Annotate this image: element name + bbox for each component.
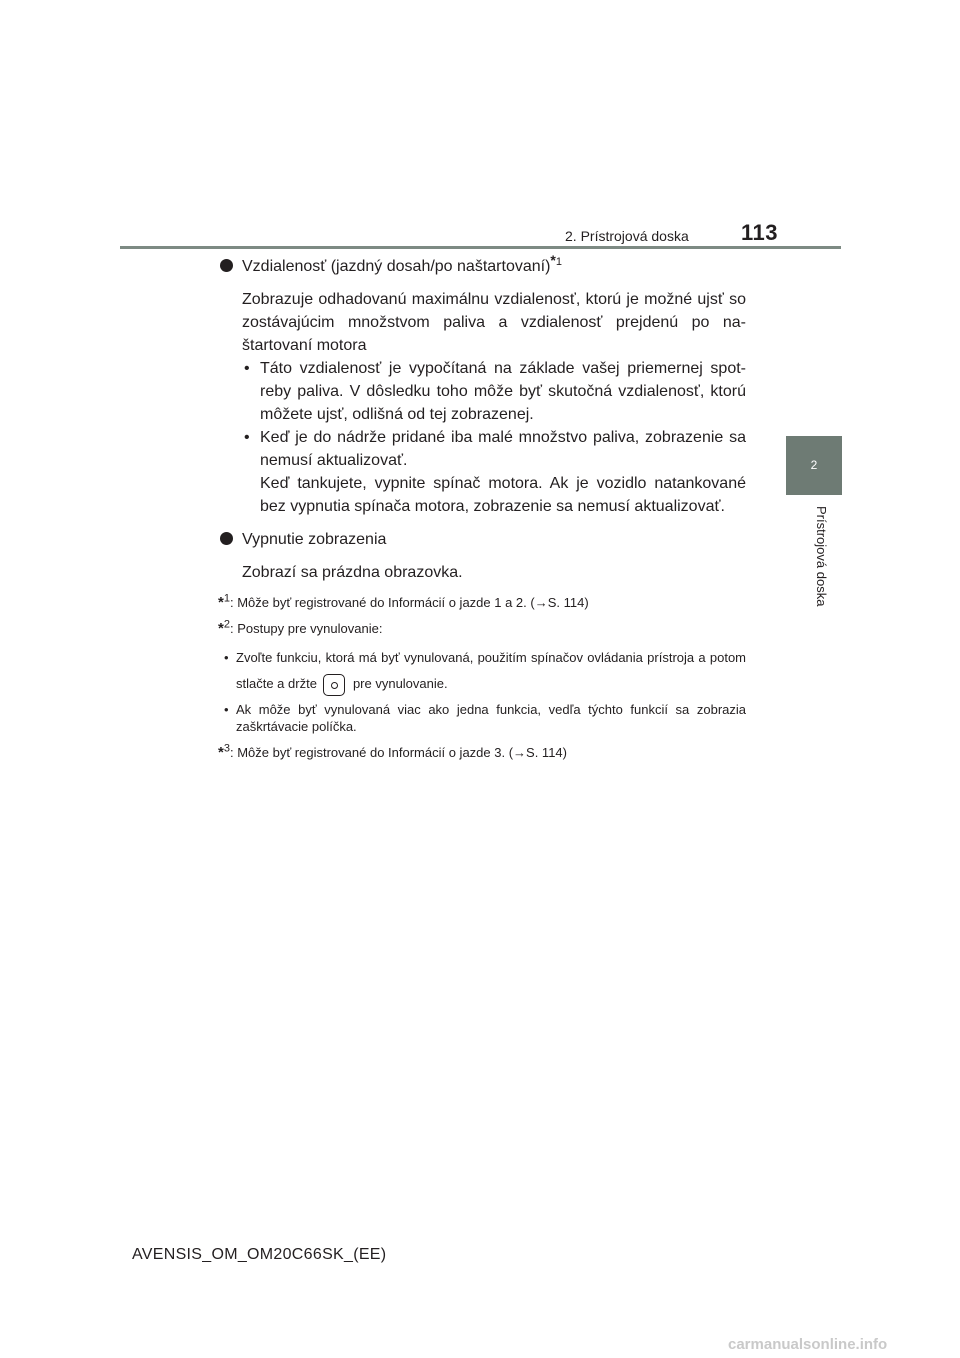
page-content [218, 251, 746, 761]
item-heading-distance [218, 251, 746, 278]
section-title: 2. Prístrojová doska [565, 228, 689, 244]
bullet-circle-icon [220, 532, 233, 545]
footnote-2: *$^2$: Postupy pre vynulovanie: • Zvoľte funkciu, ktorá má byť vynulovaná, použitím spínačov ovládania prístroja a potom stlačte a držte pre vynulovanie. • Ak môže byť vynulovaná viac ako jedna funkcia, vedľa týchto funkcií sa zobrazia zaškrtávacie políčka. [218, 618, 746, 734]
item-heading-display-off [218, 528, 746, 551]
header-divider [120, 246, 841, 249]
watermark: carmanualsonline.info [728, 1336, 888, 1353]
chapter-label: Prístrojová doska [814, 506, 829, 607]
bullet-circle-icon [220, 259, 233, 272]
item-bullets [242, 357, 746, 518]
footnotes [218, 594, 746, 761]
item-title: Vzdialenosť (jazdný dosah/po naštartovaní) [242, 258, 551, 275]
list-item-continuation: Keď tankujete, vypnite spínač motora. Ak je vozidlo natankované bez vypnutia spínača motora, zobrazenie sa nemusí aktualizovať. [260, 475, 746, 515]
footnote-1: *$^1$: Môže byť registrované do Informácií o jazde 1 a 2. (→S. 114) [218, 592, 589, 611]
item-title: Vypnutie zobrazenia [242, 531, 387, 548]
list-item: • Keď je do nádrže pridané iba malé množstvo paliva, zobrazenie sa nemusí aktualizovať. Keď tankujete, vypnite spínač motora. Ak je vozidlo natankované bez vypnutia spínača motora, zobrazenie sa nemusí aktualizovať. [242, 426, 746, 518]
list-item: • Táto vzdialenosť je vypočítaná na základe vašej priemernej spotreby paliva. V dôsledku toho môže byť skutočná vzdialenosť, ktorú môžete ujsť, odlišná od tej zobrazenej. [244, 360, 746, 423]
footnote-3: *$^3$: Môže byť registrované do Informácií o jazde 3. (→S. 114) [218, 742, 567, 761]
footnote-steps [218, 645, 746, 735]
list-item: • Ak môže byť vynulovaná viac ako jedna funkcia, vedľa týchto funkcií sa zobrazia zaškrtávacie políčka. [224, 702, 746, 734]
steering-switch-icon [323, 674, 345, 696]
item-description: Zobrazuje odhadovanú maximálnu vzdialenosť, ktorú je možné ujsť so zostávajúcim množstvom paliva a vzdialenosť prejdenú po naštartovaní motora [242, 291, 746, 354]
footnote-ref: *1 [550, 251, 562, 268]
page-number: 113 [741, 220, 778, 245]
chapter-tab: 2 [786, 436, 842, 495]
item-description: Zobrazí sa prázdna obrazovka. [242, 564, 463, 581]
document-code: AVENSIS_OM_OM20C66SK_(EE) [132, 1246, 387, 1263]
list-item: • Zvoľte funkciu, ktorá má byť vynulovaná, použitím spínačov ovládania prístroja a potom stlačte a držte pre vynulovanie. [218, 645, 746, 697]
